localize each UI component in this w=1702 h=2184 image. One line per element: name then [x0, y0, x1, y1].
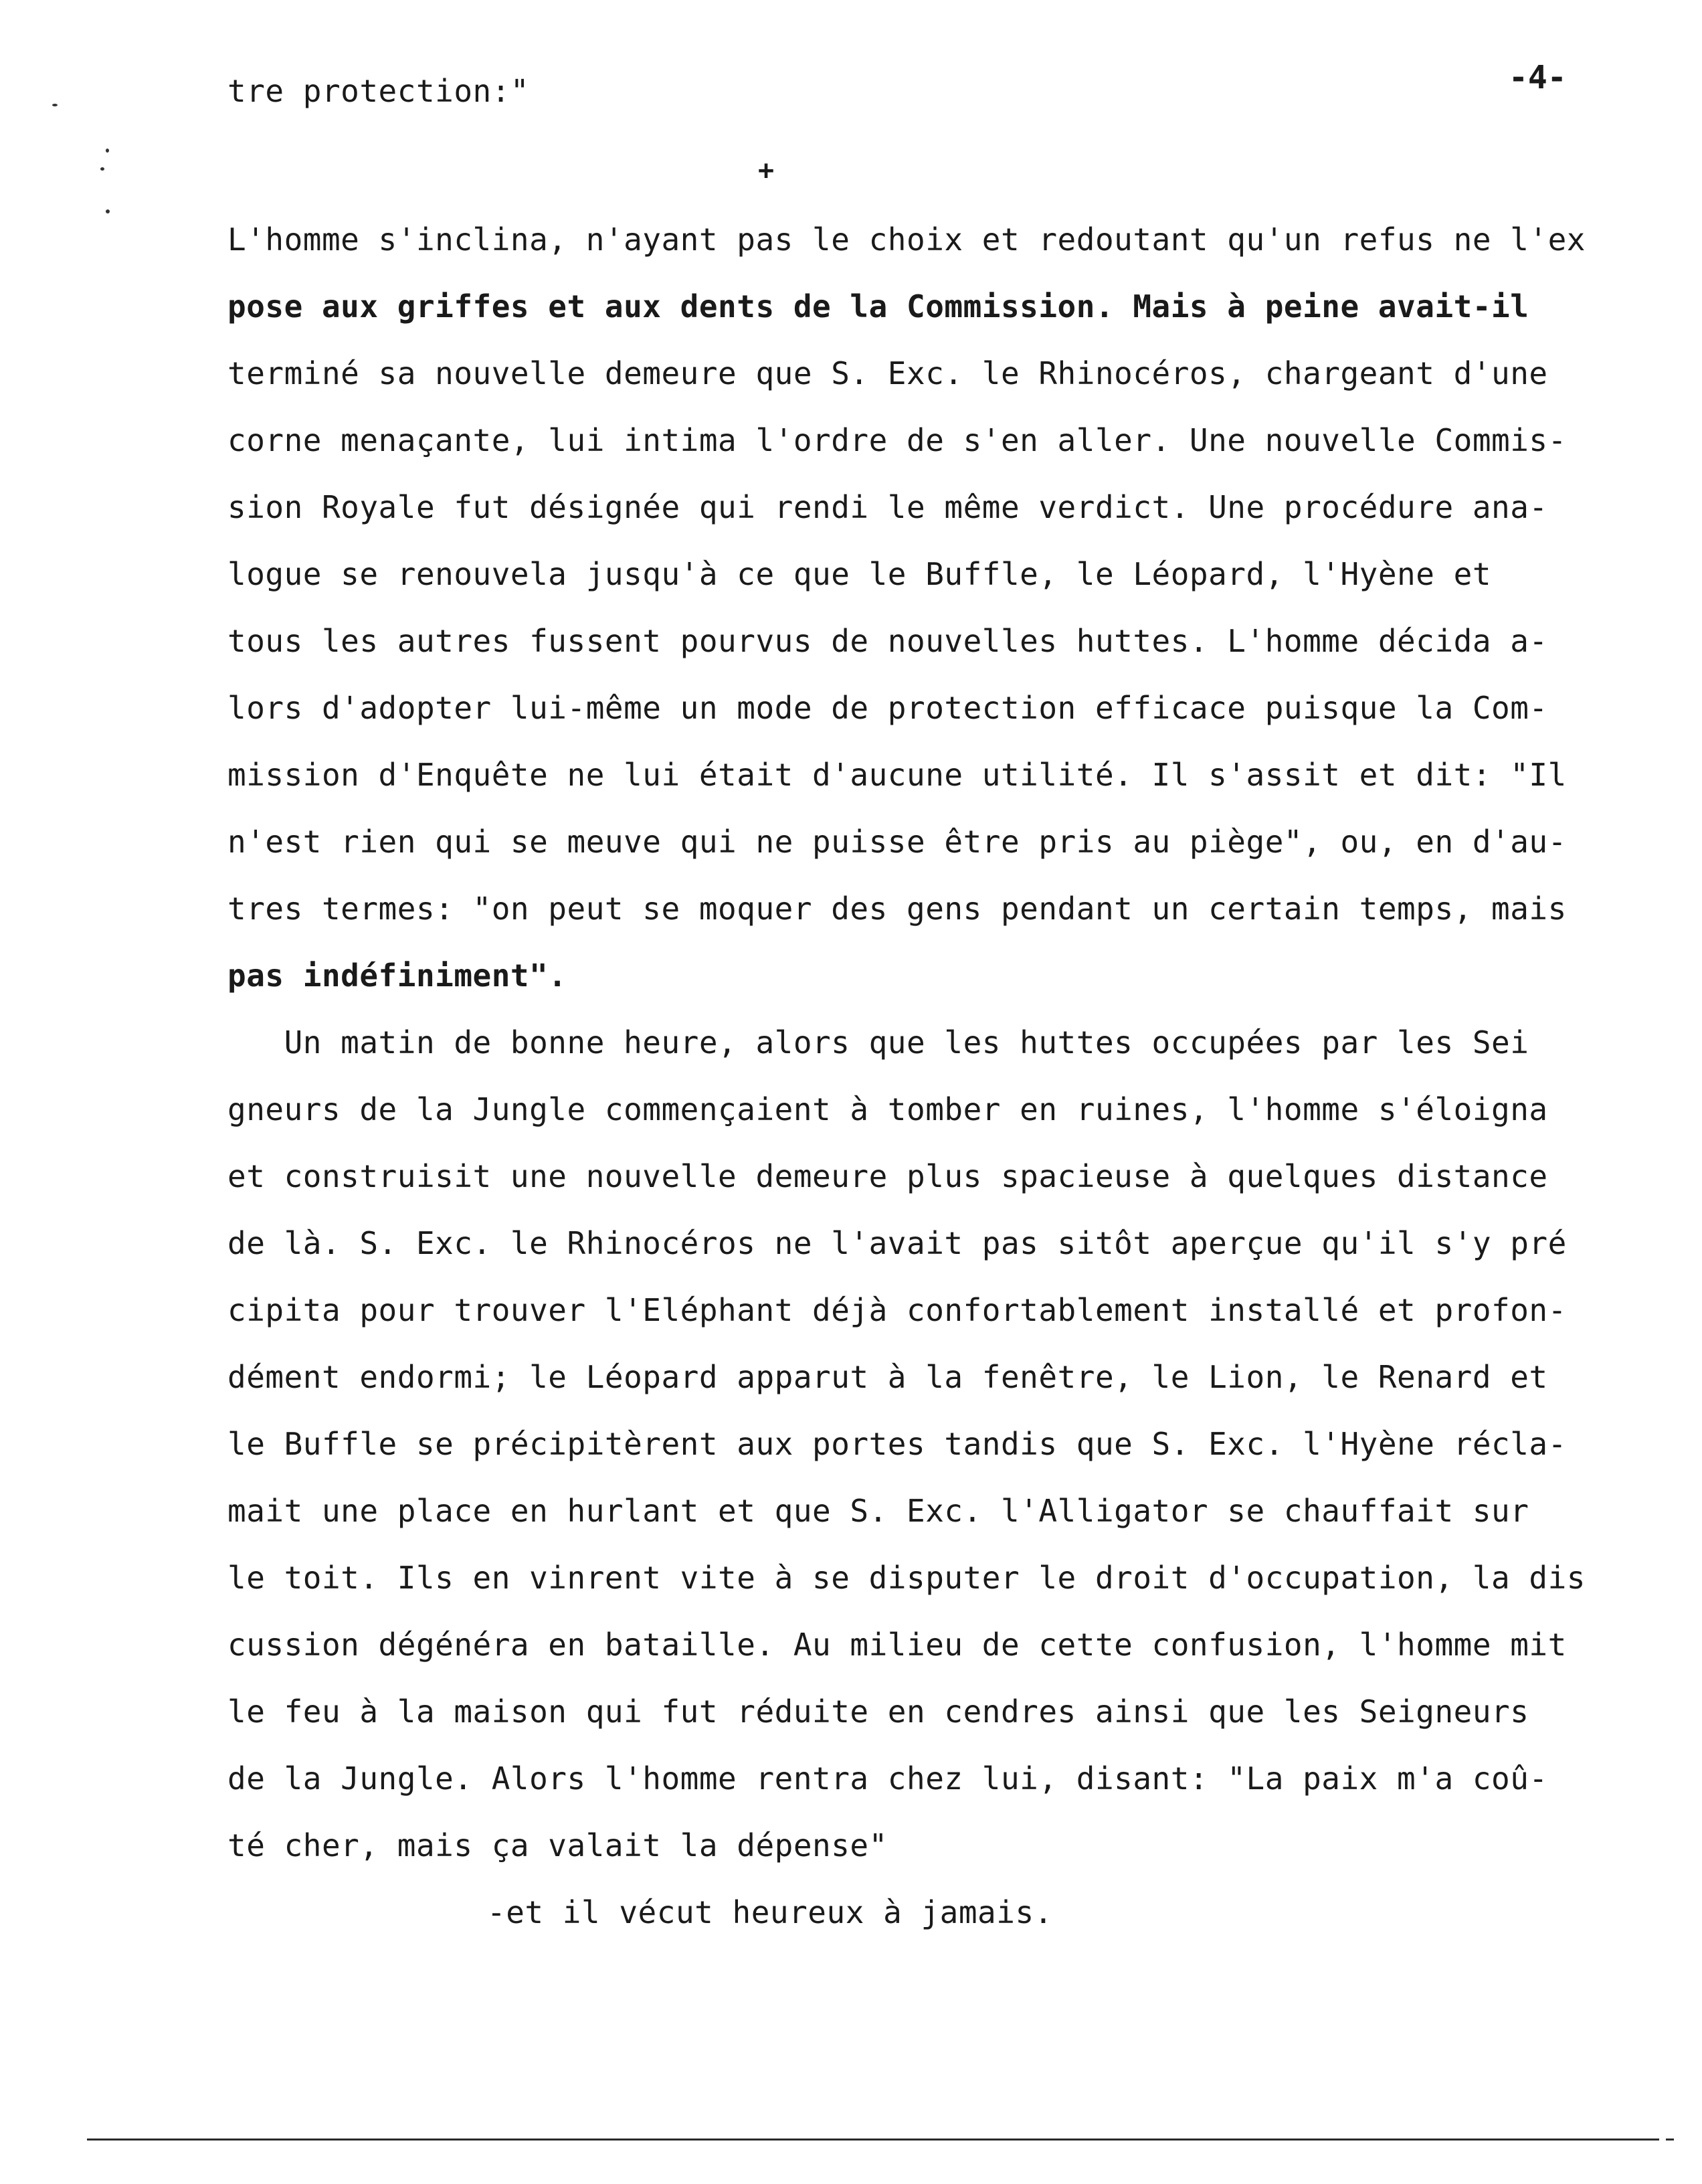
text-line: pas indéfiniment".: [227, 958, 567, 994]
text-line: lors d'adopter lui-même un mode de protection efficace puisque la Com-: [227, 690, 1548, 726]
text-line: pose aux griffes et aux dents de la Commission. Mais à peine avait-il: [227, 288, 1529, 325]
text-line: n'est rien qui se meuve qui ne puisse être pris au piège", ou, en d'au-: [227, 824, 1567, 860]
bottom-rule: [87, 2138, 1659, 2141]
text-line: logue se renouvela jusqu'à ce que le Buffle, le Léopard, l'Hyène et: [227, 556, 1492, 592]
text-line: Un matin de bonne heure, alors que les huttes occupées par les Sei: [227, 1024, 1529, 1061]
text-line: corne menaçante, lui intima l'ordre de s'en aller. Une nouvelle Commis-: [227, 422, 1567, 458]
text-line: L'homme s'inclina, n'ayant pas le choix et redoutant qu'un refus ne l'ex: [227, 221, 1586, 258]
margin-speck: [106, 149, 109, 153]
margin-speck: [106, 209, 110, 213]
text-line: dément endormi; le Léopard apparut à la fenêtre, le Lion, le Renard et: [227, 1359, 1548, 1395]
text-line: cipita pour trouver l'Eléphant déjà confortablement installé et profon-: [227, 1292, 1567, 1328]
text-line: terminé sa nouvelle demeure que S. Exc. le Rhinocéros, chargeant d'une: [227, 355, 1548, 391]
text-line: et construisit une nouvelle demeure plus spacieuse à quelques distance: [227, 1158, 1548, 1194]
text-line: gneurs de la Jungle commençaient à tomber en ruines, l'homme s'éloigna: [227, 1091, 1548, 1127]
page-number: -4-: [1509, 59, 1567, 96]
text-line: cussion dégénéra en bataille. Au milieu de cette confusion, l'homme mit: [227, 1627, 1567, 1663]
text-line: tres termes: "on peut se moquer des gens pendant un certain temps, mais: [227, 891, 1567, 927]
text-line: de la Jungle. Alors l'homme rentra chez lui, disant: "La paix m'a coû-: [227, 1760, 1548, 1797]
text-line: té cher, mais ça valait la dépense": [227, 1827, 888, 1863]
text-line: le feu à la maison qui fut réduite en cendres ainsi que les Seigneurs: [227, 1694, 1529, 1730]
text-line: le Buffle se précipitèrent aux portes tandis que S. Exc. l'Hyène récla-: [227, 1426, 1567, 1462]
text-line: tous les autres fussent pourvus de nouvelles huttes. L'homme décida a-: [227, 623, 1548, 659]
margin-speck: [52, 104, 58, 106]
bottom-rule-dash: [1666, 2138, 1674, 2141]
text-line: tre protection:": [227, 73, 530, 109]
text-line: le toit. Ils en vinrent vite à se disputer le droit d'occupation, la dis: [227, 1560, 1586, 1596]
text-line: de là. S. Exc. le Rhinocéros ne l'avait pas sitôt aperçue qu'il s'y pré: [227, 1225, 1567, 1261]
plus-mark: +: [758, 155, 775, 186]
text-line: sion Royale fut désignée qui rendi le même verdict. Une procédure ana-: [227, 489, 1548, 525]
closing-line: -et il vécut heureux à jamais.: [487, 1894, 1053, 1930]
margin-speck: [100, 167, 104, 171]
text-line: mait une place en hurlant et que S. Exc. l'Alligator se chauffait sur: [227, 1493, 1529, 1529]
text-line: mission d'Enquête ne lui était d'aucune utilité. Il s'assit et dit: "Il: [227, 757, 1567, 793]
